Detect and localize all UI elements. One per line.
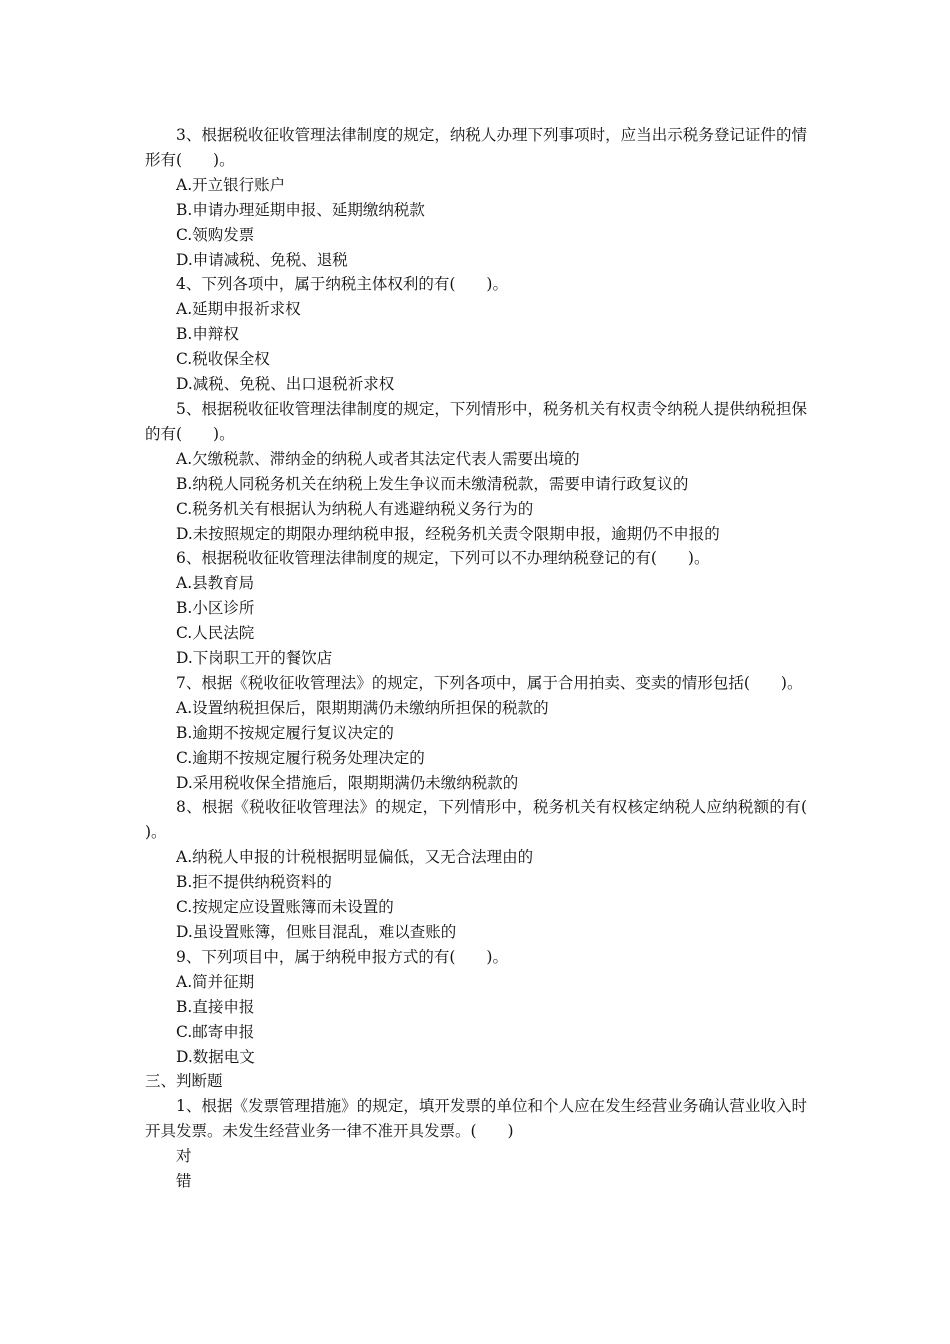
question-stem: 3、根据税收征收管理法律制度的规定，纳税人办理下列事项时，应当出示税务登记证件的情形有( )。: [145, 126, 807, 169]
option-c: C.人民法院: [176, 624, 255, 643]
question-stem: 7、根据《税收征收管理法》的规定，下列各项中，属于合用拍卖、变卖的情形包括( )。: [176, 673, 803, 692]
question-3: [145, 123, 807, 272]
document-page: [145, 123, 839, 1194]
question-6: [145, 546, 807, 671]
question-4: [145, 272, 807, 397]
question-stem: 6、根据税收征收管理法律制度的规定，下列可以不办理纳税登记的有( )。: [176, 549, 710, 568]
option-d: D.虽设置账簿，但账目混乱，难以查账的: [176, 923, 457, 941]
option-c: C.税务机关有根据认为纳税人有逃避纳税义务行为的: [176, 499, 534, 518]
question-7: [145, 671, 807, 796]
option-a: A.开立银行账户: [176, 175, 286, 194]
section-heading: 三、判断题: [145, 1072, 223, 1091]
option-b: B.申请办理延期申报、延期缴纳税款: [176, 200, 425, 219]
option-c: C.领购发票: [176, 225, 255, 244]
option-d: D.减税、免税、出口退税祈求权: [176, 375, 395, 394]
option-b: B.申辩权: [176, 325, 239, 344]
option-a: A.欠缴税款、滞纳金的纳税人或者其法定代表人需要出境的: [176, 449, 580, 468]
option-a: A.设置纳税担保后，限期期满仍未缴纳所担保的税款的: [176, 698, 549, 717]
option-d: D.未按照规定的期限办理纳税申报，经税务机关责令限期申报，逾期仍不申报的: [176, 524, 720, 543]
option-c: C.逾期不按规定履行税务处理决定的: [176, 748, 425, 767]
question-stem: 4、下列各项中，属于纳税主体权利的有( )。: [176, 275, 508, 294]
question-8: [145, 795, 839, 944]
option-c: C.邮寄申报: [176, 1022, 255, 1041]
option-a: A.简并征期: [176, 972, 255, 991]
judge-question-1: [145, 1094, 807, 1194]
option-b: B.逾期不按规定履行复议决定的: [176, 723, 394, 742]
question-stem: 9、下列项目中，属于纳税申报方式的有( )。: [176, 947, 508, 966]
option-b: B.纳税人同税务机关在纳税上发生争议而未缴清税款，需要申请行政复议的: [176, 474, 689, 493]
option-a: A.县教育局: [176, 574, 255, 593]
question-stem: 8、根据《税收征收管理法》的规定，下列情形中，税务机关有权核定纳税人应纳税额的有( )。: [145, 798, 839, 842]
question-5: [145, 397, 807, 546]
question-stem: 5、根据税收征收管理法律制度的规定，下列情形中，税务机关有权责令纳税人提供纳税担保的有( )。: [145, 399, 807, 443]
option-c: C.按规定应设置账簿而未设置的: [176, 898, 394, 917]
option-d: D.申请减税、免税、退税: [176, 250, 348, 269]
option-a: A.延期申报祈求权: [176, 300, 301, 319]
option-c: C.税收保全权: [176, 350, 270, 369]
option-b: B.拒不提供纳税资料的: [176, 873, 332, 892]
option-d: D.下岗职工开的餐饮店: [176, 649, 333, 668]
question-stem: 1、根据《发票管理措施》的规定，填开发票的单位和个人应在发生经营业务确认营业收入时开具发票。未发生经营业务一律不准开具发票。( ): [145, 1097, 807, 1141]
option-true: 对: [176, 1147, 192, 1166]
option-a: A.纳税人申报的计税根据明显偏低，又无合法理由的: [176, 848, 534, 867]
option-false: 错: [176, 1172, 192, 1191]
question-9: [145, 945, 807, 1070]
option-b: B.直接申报: [176, 997, 255, 1016]
option-d: D.采用税收保全措施后，限期期满仍未缴纳税款的: [176, 773, 519, 792]
option-d: D.数据电文: [176, 1047, 255, 1066]
option-b: B.小区诊所: [176, 599, 255, 618]
